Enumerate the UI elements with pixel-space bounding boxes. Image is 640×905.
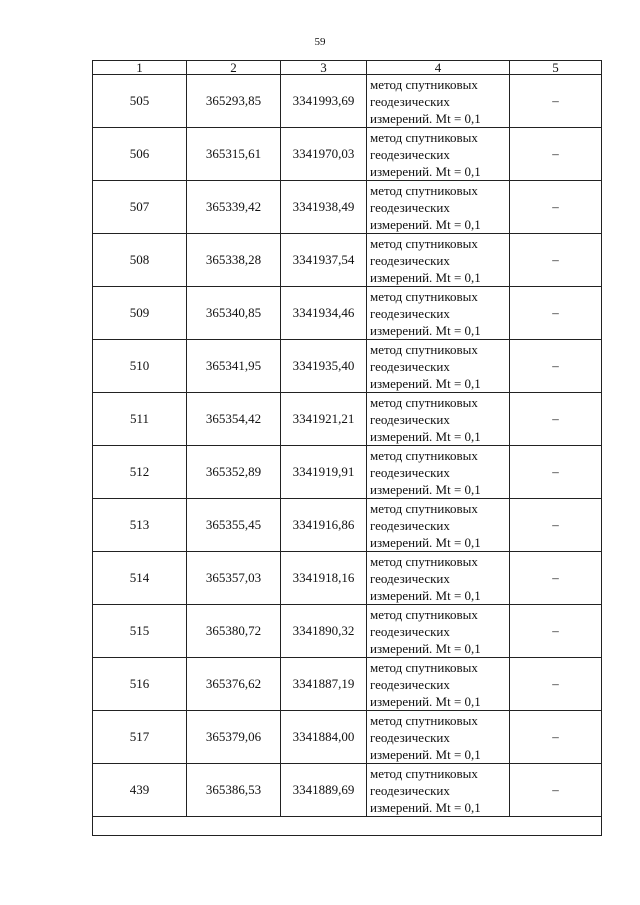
method-line: геодезических — [370, 729, 450, 745]
point-number: 517 — [93, 711, 187, 764]
dash-cell: – — [510, 552, 602, 605]
table-row — [93, 552, 602, 605]
point-number: 505 — [93, 75, 187, 128]
method-line: геодезических — [370, 252, 450, 268]
page-number: 59 — [314, 36, 326, 48]
method-line: измерений. Mt = 0,1 — [370, 746, 481, 762]
method-line: метод спутниковых — [370, 288, 478, 304]
method-line: геодезических — [370, 305, 450, 321]
point-number: 509 — [93, 287, 187, 340]
coordinates-table — [92, 60, 602, 836]
method-description — [367, 658, 510, 711]
coordinate-x: 365386,53 — [187, 764, 281, 817]
table-row — [93, 287, 602, 340]
method-description — [367, 446, 510, 499]
coordinate-y: 3341934,46 — [281, 287, 367, 340]
method-line: измерений. Mt = 0,1 — [370, 693, 481, 709]
point-number: 439 — [93, 764, 187, 817]
table-row — [93, 75, 602, 128]
point-number: 515 — [93, 605, 187, 658]
dash-cell: – — [510, 234, 602, 287]
method-line: метод спутниковых — [370, 76, 478, 92]
method-line: метод спутниковых — [370, 129, 478, 145]
method-line: геодезических — [370, 199, 450, 215]
method-line: метод спутниковых — [370, 712, 478, 728]
method-line: метод спутниковых — [370, 553, 478, 569]
method-line: геодезических — [370, 93, 450, 109]
method-line: геодезических — [370, 464, 450, 480]
method-line: измерений. Mt = 0,1 — [370, 534, 481, 550]
table-row — [93, 446, 602, 499]
coordinate-y: 3341935,40 — [281, 340, 367, 393]
method-line: геодезических — [370, 517, 450, 533]
point-number: 511 — [93, 393, 187, 446]
method-description — [367, 552, 510, 605]
coordinate-x: 365352,89 — [187, 446, 281, 499]
method-description — [367, 234, 510, 287]
point-number: 510 — [93, 340, 187, 393]
table-row — [93, 234, 602, 287]
table-body — [93, 75, 602, 836]
dash-cell: – — [510, 764, 602, 817]
method-line: измерений. Mt = 0,1 — [370, 481, 481, 497]
method-line: геодезических — [370, 146, 450, 162]
dash-cell: – — [510, 605, 602, 658]
method-line: метод спутниковых — [370, 394, 478, 410]
coordinate-y: 3341937,54 — [281, 234, 367, 287]
method-line: измерений. Mt = 0,1 — [370, 322, 481, 338]
point-number: 506 — [93, 128, 187, 181]
method-description — [367, 75, 510, 128]
method-description — [367, 499, 510, 552]
column-header-1: 1 — [93, 61, 187, 75]
method-description — [367, 287, 510, 340]
coordinate-x: 365355,45 — [187, 499, 281, 552]
coordinate-x: 365315,61 — [187, 128, 281, 181]
coordinate-x: 365340,85 — [187, 287, 281, 340]
table-header-row — [93, 61, 602, 75]
coordinate-y: 3341887,19 — [281, 658, 367, 711]
table-row — [93, 393, 602, 446]
coordinate-x: 365338,28 — [187, 234, 281, 287]
table-row — [93, 764, 602, 817]
column-header-2: 2 — [187, 61, 281, 75]
empty-cell — [93, 817, 602, 836]
method-line: метод спутниковых — [370, 447, 478, 463]
method-line: метод спутниковых — [370, 500, 478, 516]
method-line: геодезических — [370, 623, 450, 639]
point-number: 508 — [93, 234, 187, 287]
coordinate-x: 365341,95 — [187, 340, 281, 393]
column-header-4: 4 — [367, 61, 510, 75]
method-line: измерений. Mt = 0,1 — [370, 799, 481, 815]
method-line: метод спутниковых — [370, 182, 478, 198]
method-line: метод спутниковых — [370, 659, 478, 675]
dash-cell: – — [510, 658, 602, 711]
coordinate-x: 365376,62 — [187, 658, 281, 711]
method-line: геодезических — [370, 358, 450, 374]
point-number: 507 — [93, 181, 187, 234]
method-line: измерений. Mt = 0,1 — [370, 428, 481, 444]
dash-cell: – — [510, 393, 602, 446]
method-line: геодезических — [370, 676, 450, 692]
coordinate-x: 365380,72 — [187, 605, 281, 658]
coordinate-x: 365357,03 — [187, 552, 281, 605]
table-row — [93, 605, 602, 658]
method-line: метод спутниковых — [370, 235, 478, 251]
method-line: измерений. Mt = 0,1 — [370, 216, 481, 232]
table-row — [93, 181, 602, 234]
coordinate-y: 3341890,32 — [281, 605, 367, 658]
coordinate-y: 3341916,86 — [281, 499, 367, 552]
dash-cell: – — [510, 287, 602, 340]
method-description — [367, 711, 510, 764]
method-line: измерений. Mt = 0,1 — [370, 269, 481, 285]
method-line: метод спутниковых — [370, 765, 478, 781]
method-line: геодезических — [370, 782, 450, 798]
method-description — [367, 181, 510, 234]
coordinate-y: 3341938,49 — [281, 181, 367, 234]
method-line: измерений. Mt = 0,1 — [370, 375, 481, 391]
table-row — [93, 711, 602, 764]
method-line: геодезических — [370, 570, 450, 586]
coordinate-y: 3341889,69 — [281, 764, 367, 817]
table-row — [93, 658, 602, 711]
coordinate-y: 3341918,16 — [281, 552, 367, 605]
coordinate-x: 365293,85 — [187, 75, 281, 128]
method-line: измерений. Mt = 0,1 — [370, 587, 481, 603]
point-number: 514 — [93, 552, 187, 605]
coordinate-x: 365339,42 — [187, 181, 281, 234]
coordinate-x: 365379,06 — [187, 711, 281, 764]
method-line: метод спутниковых — [370, 606, 478, 622]
coordinate-y: 3341884,00 — [281, 711, 367, 764]
point-number: 512 — [93, 446, 187, 499]
method-description — [367, 340, 510, 393]
method-line: измерений. Mt = 0,1 — [370, 640, 481, 656]
method-line: измерений. Mt = 0,1 — [370, 110, 481, 126]
coordinate-y: 3341921,21 — [281, 393, 367, 446]
table-row — [93, 499, 602, 552]
dash-cell: – — [510, 75, 602, 128]
coordinate-y: 3341993,69 — [281, 75, 367, 128]
method-description — [367, 128, 510, 181]
coordinate-y: 3341970,03 — [281, 128, 367, 181]
method-line: геодезических — [370, 411, 450, 427]
method-description — [367, 764, 510, 817]
point-number: 516 — [93, 658, 187, 711]
table-row — [93, 340, 602, 393]
column-header-5: 5 — [510, 61, 602, 75]
method-description — [367, 605, 510, 658]
dash-cell: – — [510, 499, 602, 552]
method-line: измерений. Mt = 0,1 — [370, 163, 481, 179]
method-line: метод спутниковых — [370, 341, 478, 357]
coordinate-y: 3341919,91 — [281, 446, 367, 499]
dash-cell: – — [510, 711, 602, 764]
column-header-3: 3 — [281, 61, 367, 75]
point-number: 513 — [93, 499, 187, 552]
dash-cell: – — [510, 340, 602, 393]
table-row — [93, 128, 602, 181]
dash-cell: – — [510, 128, 602, 181]
coordinate-x: 365354,42 — [187, 393, 281, 446]
empty-row — [93, 817, 602, 836]
dash-cell: – — [510, 446, 602, 499]
dash-cell: – — [510, 181, 602, 234]
method-description — [367, 393, 510, 446]
